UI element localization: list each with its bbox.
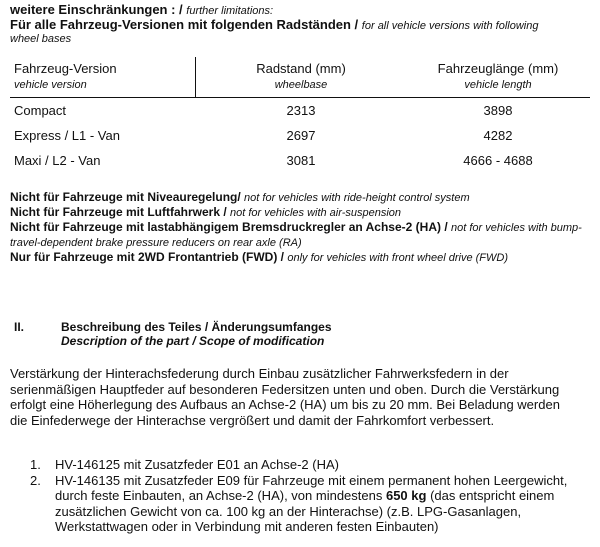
- section-number: II.: [14, 320, 25, 334]
- section-title: Beschreibung des Teiles / Änderungsumfanges Description of the part / Scope of modification: [61, 320, 332, 348]
- header-wheelbase: Radstand (mm) wheelbase: [256, 61, 346, 91]
- header-vehicle-version: Fahrzeug-Version vehicle version: [14, 61, 117, 91]
- note-item: Nicht für Fahrzeuge mit Niveauregelung/ not for vehicles with ride-height control system: [10, 190, 470, 204]
- table-row: Compact 2313 3898: [14, 103, 513, 118]
- list-item: 1. HV-146125 mit Zusatzfeder E01 an Achse-2 (HA): [30, 457, 339, 472]
- vehicle-restrictions-notes: [10, 190, 595, 265]
- note-item: Nur für Fahrzeuge mit 2WD Frontantrieb (FWD) / only for vehicles with front wheel drive (FWD): [10, 250, 509, 264]
- part-list: [10, 457, 590, 535]
- further-limitations-heading: weitere Einschränkungen : / further limitations:: [10, 2, 274, 17]
- wheelbase-table: [10, 57, 590, 173]
- list-item: 2. HV-146135 mit Zusatzfeder E09 für Fahrzeuge mit einem permanent hohen Leergewicht, durch feste Einbauten, an Achse-2 (HA), von mindestens 650 kg (das entspricht einem zusätzlichen Gewicht von ca. 100 kg an der Hinterachse) (z.B. LPG-Gasanlagen, Werkstattwagen oder in Verbindung mit anderen festen Einbauten): [30, 472, 568, 534]
- note-item: Nicht für Fahrzeuge mit Luftfahrwerk / not for vehicles with air-suspension: [10, 205, 402, 219]
- wheelbase-statement: Für alle Fahrzeug-Versionen mit folgenden Radständen / for all vehicle versions with following: [10, 17, 539, 32]
- description-paragraph: Verstärkung der Hinterachsfederung durch Einbau zusätzlicher Fahrwerksfedern in der serienmäßigen Hauptfeder auf besonderen Federsitzen unten und oben. Durch die Verstärkung erfolgt eine Höherlegung des Aufbaus an Achse-2 (HA) um bis zu 20 mm. Bei Beladung werden die Einfederwege der Hinterachse vergrößert und damit der Fahrkomfort verbessert.: [10, 366, 560, 428]
- wheelbase-statement-cont: wheel bases: [10, 33, 72, 45]
- table-header: [10, 57, 590, 98]
- table-row: Maxi / L2 - Van 3081 4666 - 4688: [14, 153, 533, 168]
- table-row: Express / L1 - Van 2697 4282: [14, 128, 513, 143]
- note-item: Nicht für Fahrzeuge mit lastabhängigem Bremsdruckregler an Achse-2 (HA) / not for vehicles with bump-travel-dependent brake pressure reducers on rear axle (RA): [10, 220, 582, 249]
- header-vehicle-length: Fahrzeuglänge (mm) vehicle length: [437, 61, 559, 91]
